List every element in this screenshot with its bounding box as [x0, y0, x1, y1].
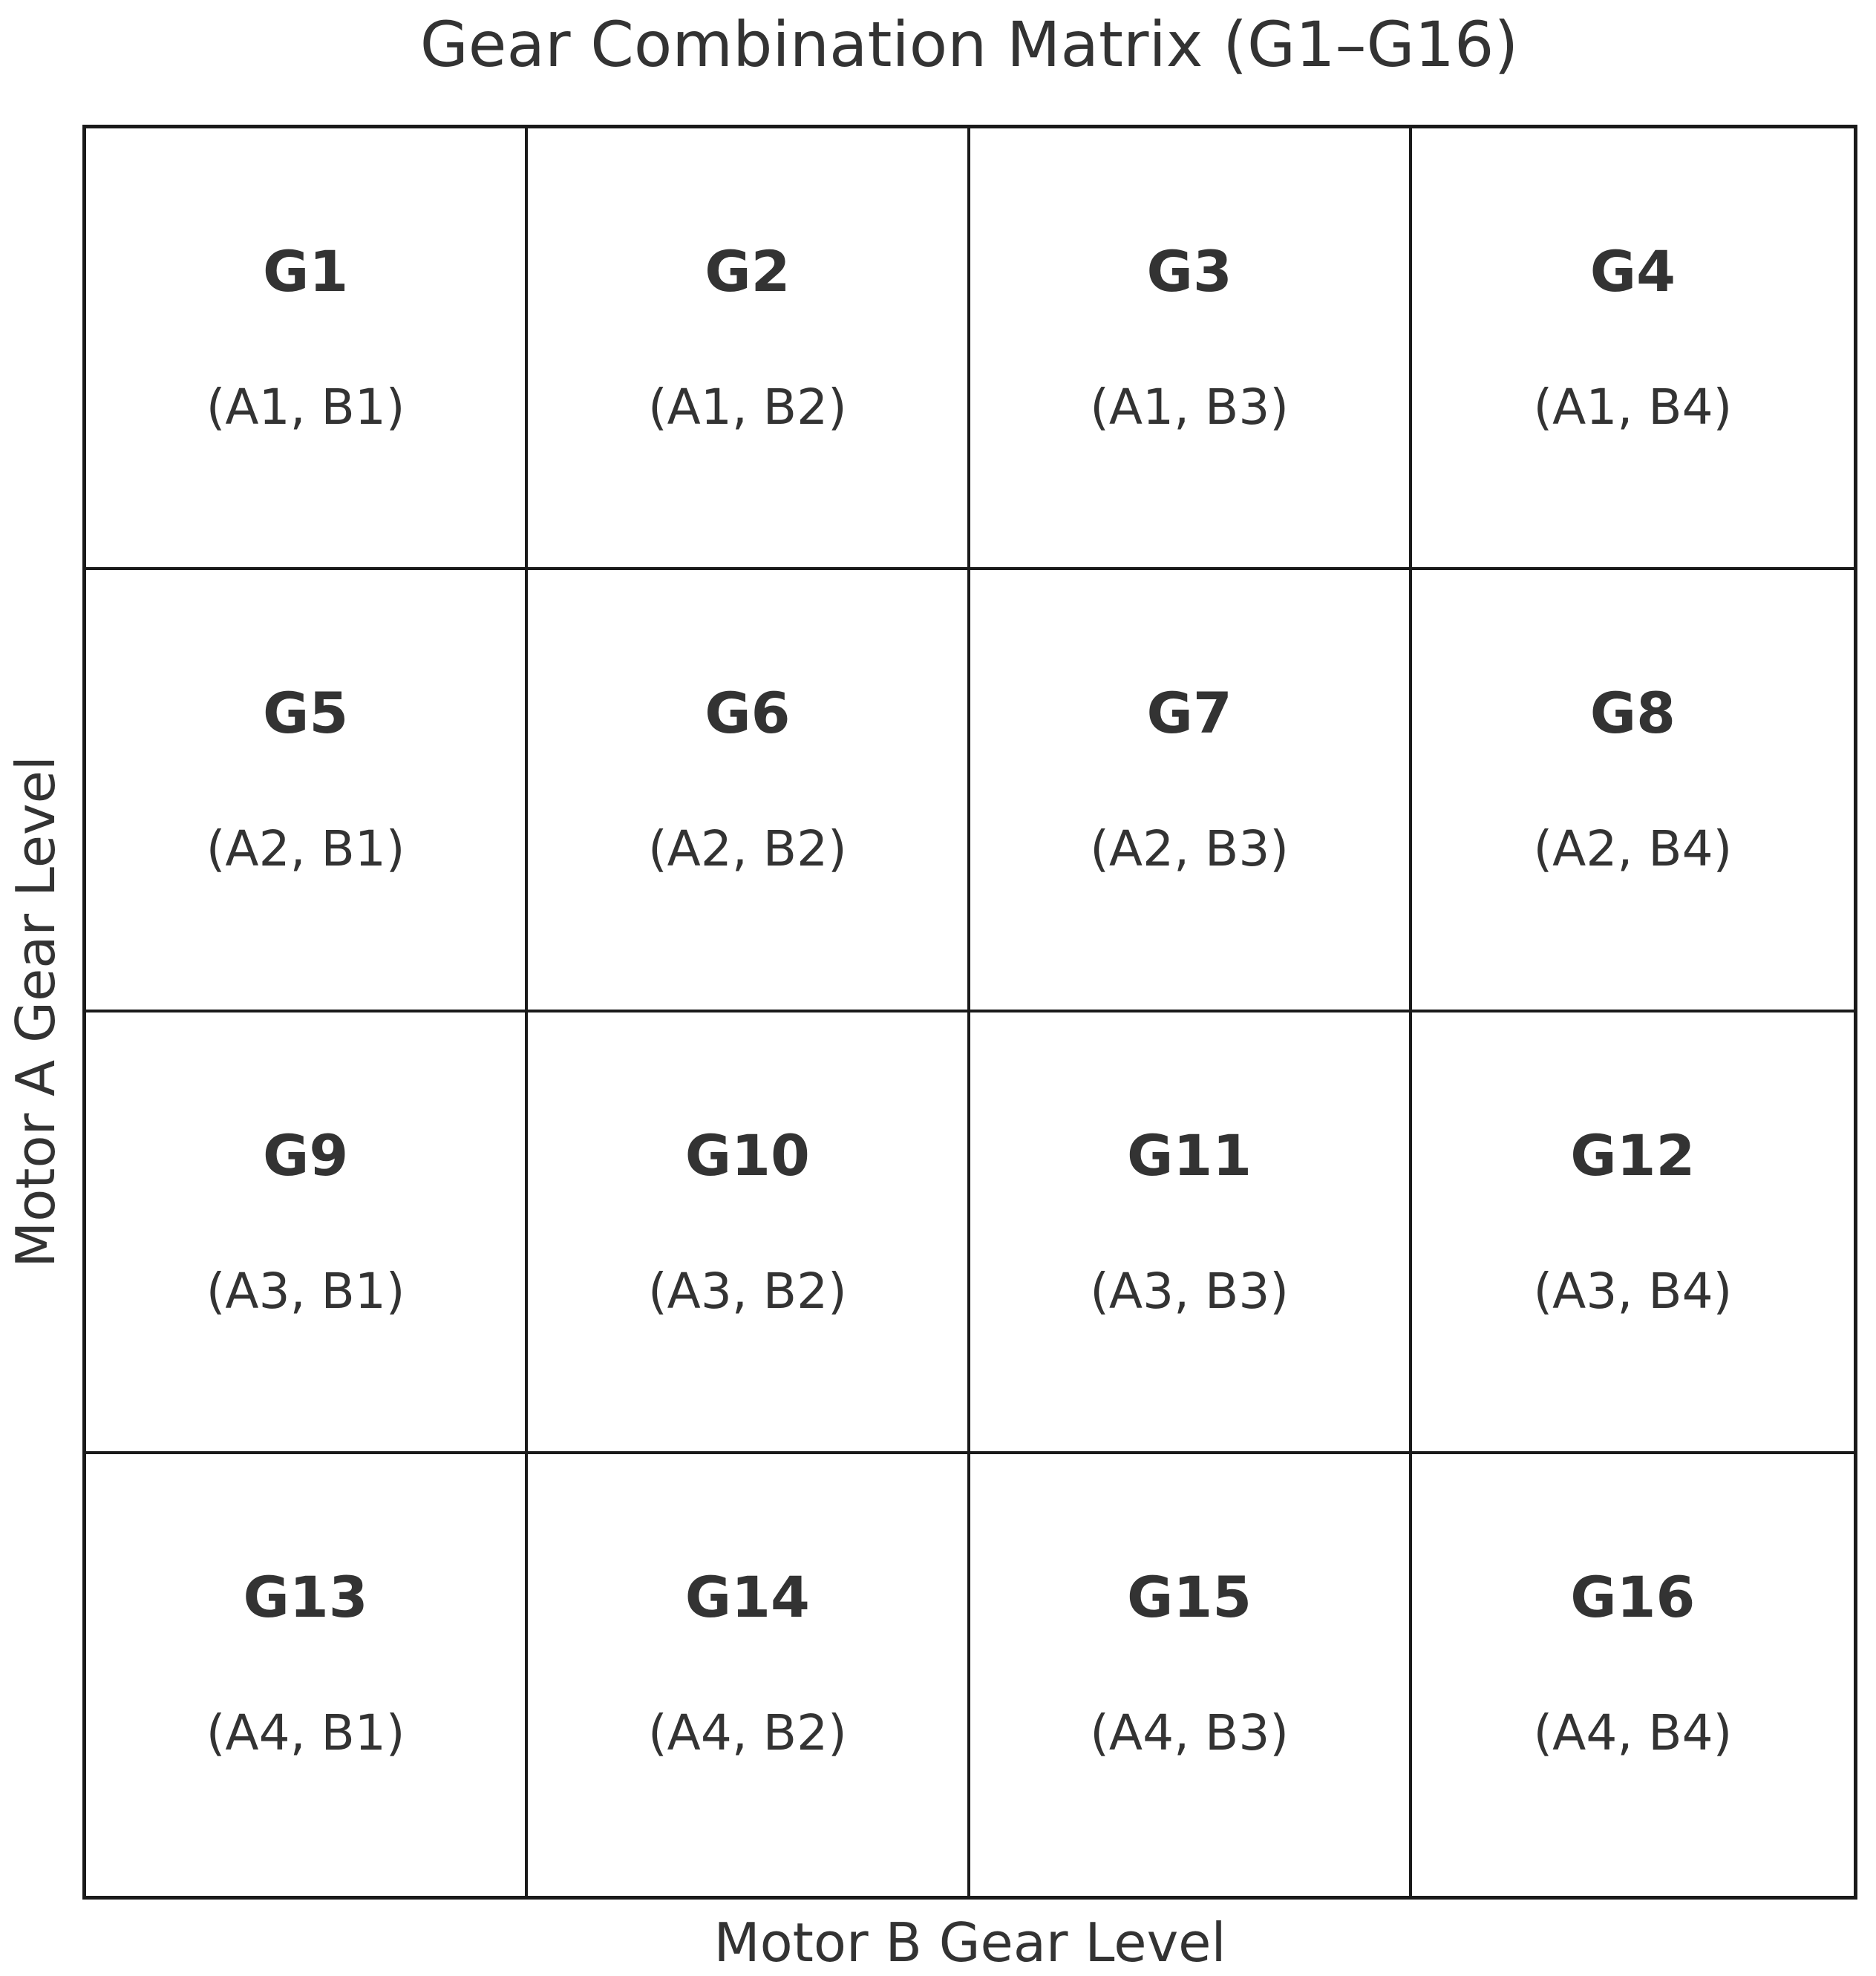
matrix-cell	[970, 1012, 1412, 1454]
gear-combination: (A3, B2)	[647, 1262, 847, 1320]
matrix-cell	[86, 1012, 528, 1454]
diagram-title: Gear Combination Matrix (G1–G16)	[419, 8, 1519, 81]
gear-name: G2	[705, 238, 791, 304]
gear-combination: (A1, B2)	[647, 379, 847, 436]
matrix-cell	[86, 1454, 528, 1896]
matrix-cell	[1412, 570, 1854, 1012]
gear-combination: (A2, B3)	[1090, 820, 1290, 878]
gear-combination: (A4, B4)	[1533, 1704, 1733, 1761]
matrix-cell	[86, 570, 528, 1012]
matrix-cell	[1412, 1454, 1854, 1896]
gear-name: G3	[1146, 238, 1232, 304]
gear-name: G13	[243, 1563, 368, 1630]
gear-name: G16	[1570, 1563, 1696, 1630]
matrix-cell	[528, 1454, 970, 1896]
gear-combination: (A4, B1)	[206, 1704, 405, 1761]
gear-combination: (A2, B4)	[1533, 820, 1733, 878]
matrix-cell	[970, 570, 1412, 1012]
gear-combination: (A2, B2)	[647, 820, 847, 878]
matrix-cell	[1412, 128, 1854, 570]
gear-name: G4	[1589, 238, 1676, 304]
matrix-cell	[86, 128, 528, 570]
gear-combination: (A1, B3)	[1090, 379, 1290, 436]
gear-combination: (A3, B3)	[1090, 1262, 1290, 1320]
gear-name: G5	[262, 680, 349, 747]
matrix-cell	[970, 1454, 1412, 1896]
gear-name: G1	[262, 238, 349, 304]
gear-name: G11	[1127, 1122, 1252, 1188]
gear-combination: (A1, B1)	[206, 379, 405, 436]
matrix-cell	[970, 128, 1412, 570]
y-axis-label: Motor A Gear Level	[4, 756, 67, 1268]
gear-name: G6	[705, 680, 791, 747]
matrix-cell	[528, 128, 970, 570]
matrix-cell	[528, 570, 970, 1012]
gear-name: G8	[1589, 680, 1676, 747]
matrix-cell	[528, 1012, 970, 1454]
gear-combination: (A2, B1)	[206, 820, 405, 878]
gear-name: G15	[1127, 1563, 1252, 1630]
gear-combination: (A4, B3)	[1090, 1704, 1290, 1761]
gear-name: G12	[1570, 1122, 1696, 1188]
gear-combination: (A3, B4)	[1533, 1262, 1733, 1320]
gear-combination: (A3, B1)	[206, 1262, 405, 1320]
gear-combination: (A1, B4)	[1533, 379, 1733, 436]
gear-combination: (A4, B2)	[647, 1704, 847, 1761]
gear-name: G7	[1146, 680, 1232, 747]
gear-combination-grid	[82, 125, 1857, 1900]
gear-name: G9	[262, 1122, 349, 1188]
x-axis-label: Motor B Gear Level	[713, 1911, 1226, 1974]
matrix-cell	[1412, 1012, 1854, 1454]
gear-name: G14	[684, 1563, 810, 1630]
gear-name: G10	[684, 1122, 810, 1188]
